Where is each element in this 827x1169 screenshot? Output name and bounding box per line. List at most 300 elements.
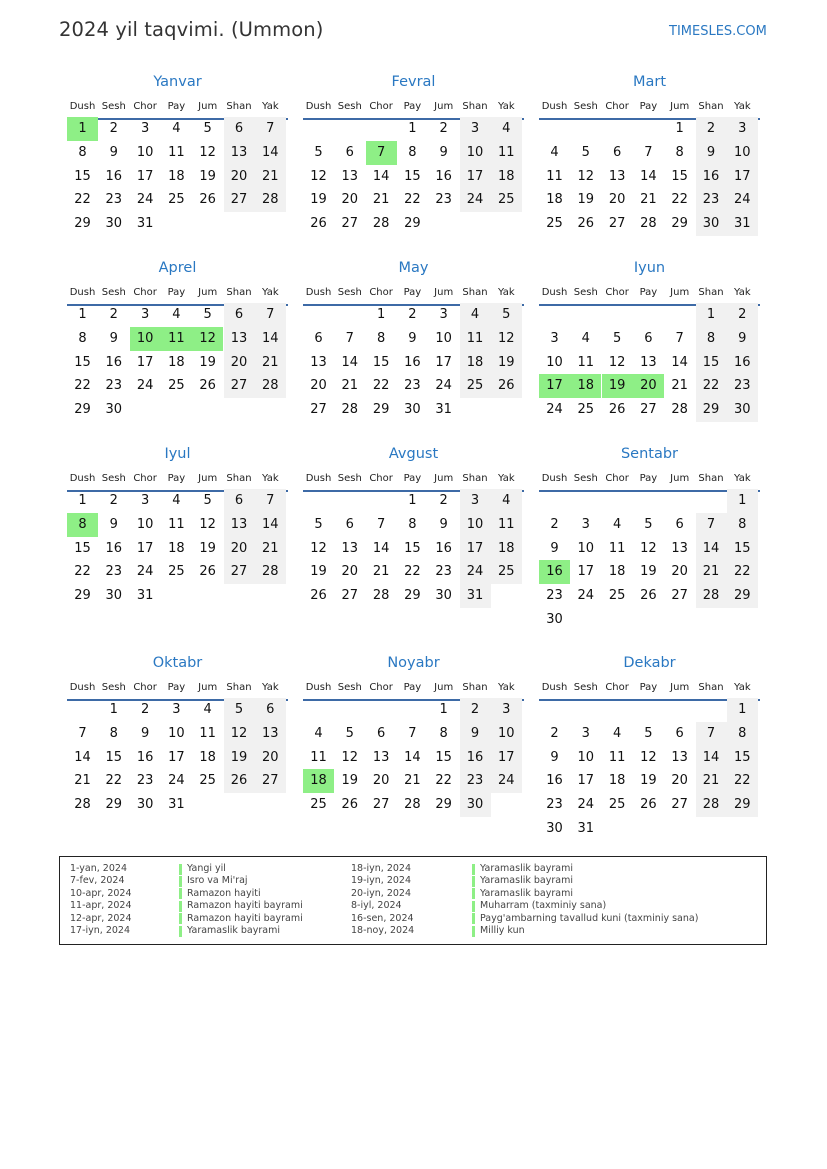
holiday-name: Yangi yil — [187, 863, 226, 874]
day-cell: 19 — [199, 354, 216, 370]
weekday-header: Chor — [369, 101, 393, 112]
day-cell: 20 — [671, 564, 688, 580]
weekday-header: Shan — [226, 682, 252, 693]
day-cell: 7 — [78, 725, 87, 741]
day-cell: 30 — [727, 398, 758, 422]
day-cell: 2 — [550, 516, 559, 532]
day-cell: 4 — [460, 303, 491, 327]
day-cell: 26 — [608, 402, 626, 418]
month-title: Iyun — [633, 260, 666, 276]
day-cell: 17 — [136, 354, 154, 370]
day-cell: 17 — [168, 749, 185, 765]
weekday-header: Yak — [261, 682, 279, 693]
day-cell: 23 — [105, 378, 123, 394]
weekday-header: Chor — [133, 101, 157, 112]
holiday-date: 1-yan, 2024 — [70, 863, 127, 874]
holiday-day-cell: 8 — [67, 513, 98, 537]
holiday-day-cell: 1 — [67, 117, 98, 141]
weekday-header: Dush — [69, 287, 96, 298]
day-cell: 28 — [640, 216, 657, 232]
month-title: May — [398, 260, 429, 276]
day-cell: 11 — [199, 725, 216, 741]
day-cell: 12 — [310, 540, 327, 556]
holiday-name: Yaramaslik bayrami — [187, 925, 280, 936]
day-cell: 25 — [460, 374, 491, 398]
weekday-header: Sesh — [101, 473, 126, 484]
weekday-header: Shan — [462, 473, 488, 484]
month-title: Yanvar — [153, 74, 202, 90]
day-cell: 19 — [640, 564, 657, 580]
day-cell: 28 — [255, 374, 286, 398]
day-cell: 21 — [372, 192, 390, 208]
weekday-header: Yak — [733, 287, 751, 298]
holiday-name: Ramazon hayiti bayrami — [187, 912, 303, 924]
day-cell: 9 — [140, 725, 150, 741]
day-cell: 10 — [435, 330, 452, 346]
day-cell: 10 — [577, 749, 595, 765]
day-cell: 2 — [109, 307, 118, 322]
day-cell: 23 — [727, 374, 758, 398]
day-cell: 29 — [671, 216, 688, 232]
day-cell: 20 — [608, 192, 626, 208]
day-cell: 30 — [460, 793, 491, 817]
day-cell: 1 — [109, 702, 118, 717]
holiday-marker — [472, 926, 475, 937]
day-cell: 19 — [310, 192, 327, 208]
weekday-header: Pay — [639, 287, 658, 298]
day-cell: 6 — [224, 489, 255, 513]
day-cell: 8 — [78, 330, 87, 346]
holiday-name: Muharram (taxminiy sana) — [480, 900, 607, 912]
day-cell: 8 — [78, 144, 87, 160]
weekday-header: Pay — [403, 101, 422, 112]
day-cell: 6 — [345, 144, 354, 160]
day-cell: 14 — [372, 168, 390, 184]
day-cell: 2 — [550, 725, 559, 741]
day-cell: 27 — [372, 797, 390, 813]
weekday-header: Pay — [403, 473, 422, 484]
day-cell: 22 — [74, 192, 91, 208]
day-cell: 13 — [671, 749, 688, 765]
day-cell: 16 — [105, 168, 123, 184]
day-cell: 3 — [727, 117, 758, 141]
day-cell: 4 — [203, 702, 212, 717]
day-cell: 6 — [224, 303, 255, 327]
day-cell: 20 — [671, 773, 688, 789]
day-cell: 5 — [345, 725, 354, 741]
day-cell: 7 — [675, 330, 684, 346]
holiday-marker — [179, 876, 182, 887]
day-cell: 9 — [109, 144, 118, 160]
day-cell: 31 — [460, 584, 491, 608]
day-cell: 21 — [255, 351, 286, 375]
day-cell: 1 — [439, 702, 448, 717]
day-cell: 4 — [491, 117, 522, 141]
day-cell: 24 — [136, 378, 154, 394]
day-cell: 1 — [376, 307, 386, 322]
day-cell: 28 — [255, 188, 286, 212]
day-cell: 6 — [376, 725, 386, 741]
weekday-header: Jum — [198, 101, 218, 112]
day-cell: 5 — [224, 698, 255, 722]
day-cell: 25 — [577, 402, 595, 418]
weekday-header: Shan — [226, 473, 252, 484]
day-cell: 20 — [310, 378, 327, 394]
day-cell: 13 — [224, 513, 255, 537]
day-cell: 17 — [460, 537, 491, 561]
day-cell: 27 — [310, 402, 327, 418]
day-cell: 19 — [224, 746, 255, 770]
day-cell: 19 — [310, 564, 327, 580]
holiday-list — [59, 856, 767, 945]
day-cell: 14 — [74, 749, 91, 765]
holiday-date: 16-sen, 2024 — [351, 912, 414, 924]
day-cell: 26 — [310, 216, 327, 232]
day-cell: 23 — [404, 378, 421, 394]
day-cell: 21 — [696, 769, 727, 793]
day-cell: 31 — [136, 216, 154, 232]
day-cell: 8 — [727, 722, 758, 746]
day-cell: 2 — [696, 117, 727, 141]
day-cell: 26 — [199, 192, 216, 208]
day-cell: 10 — [136, 144, 154, 160]
day-cell: 3 — [460, 489, 491, 513]
day-cell: 18 — [168, 354, 185, 370]
day-cell: 13 — [341, 168, 359, 184]
day-cell: 25 — [491, 560, 522, 584]
day-cell: 7 — [696, 513, 727, 537]
day-cell: 1 — [408, 121, 417, 136]
day-cell: 4 — [612, 516, 622, 532]
month-title: Noyabr — [387, 655, 440, 671]
day-cell: 24 — [727, 188, 758, 212]
day-cell: 17 — [491, 746, 522, 770]
day-cell: 18 — [491, 537, 522, 561]
day-cell: 23 — [105, 564, 123, 580]
day-cell: 2 — [408, 307, 417, 322]
month-title: Fevral — [391, 74, 436, 90]
day-cell: 8 — [727, 513, 758, 537]
day-cell: 9 — [109, 330, 118, 346]
day-cell: 30 — [546, 821, 563, 836]
holiday-name: Yaramaslik bayrami — [480, 863, 573, 874]
day-cell: 10 — [136, 516, 154, 532]
day-cell: 22 — [105, 773, 123, 789]
day-cell: 8 — [675, 144, 684, 160]
weekday-header: Sesh — [101, 287, 126, 298]
weekday-header: Chor — [605, 473, 629, 484]
day-cell: 27 — [255, 769, 286, 793]
day-cell: 17 — [136, 168, 154, 184]
day-cell: 9 — [439, 516, 448, 532]
day-cell: 2 — [109, 121, 118, 136]
day-cell: 10 — [577, 540, 595, 556]
holiday-day-cell: 12 — [192, 327, 223, 351]
day-cell: 3 — [140, 121, 150, 136]
day-cell: 6 — [675, 725, 684, 741]
weekday-header: Dush — [541, 682, 568, 693]
day-cell: 19 — [640, 773, 657, 789]
day-cell: 2 — [109, 493, 118, 508]
weekday-header: Pay — [403, 287, 422, 298]
day-cell: 24 — [577, 588, 595, 604]
weekday-header: Sesh — [337, 682, 362, 693]
day-cell: 5 — [644, 516, 653, 532]
day-cell: 15 — [404, 168, 421, 184]
day-cell: 4 — [550, 144, 559, 160]
day-cell: 14 — [671, 354, 688, 370]
day-cell: 20 — [341, 564, 359, 580]
day-cell: 21 — [341, 378, 359, 394]
holiday-marker — [472, 876, 475, 887]
weekday-header: Jum — [198, 473, 218, 484]
day-cell: 22 — [727, 769, 758, 793]
day-cell: 8 — [109, 725, 118, 741]
month-title: Oktabr — [152, 655, 203, 671]
day-cell: 30 — [404, 402, 421, 418]
day-cell: 30 — [105, 216, 123, 232]
day-cell: 8 — [376, 330, 386, 346]
day-cell: 13 — [224, 327, 255, 351]
day-cell: 11 — [168, 516, 185, 532]
day-cell: 18 — [546, 192, 563, 208]
day-cell: 12 — [224, 722, 255, 746]
holiday-name: Isro va Mi'raj — [187, 875, 248, 887]
day-cell: 21 — [671, 378, 688, 394]
weekday-header: Pay — [167, 682, 186, 693]
day-cell: 27 — [341, 216, 359, 232]
holiday-name: Ramazon hayiti bayrami — [187, 900, 303, 912]
day-cell: 21 — [255, 537, 286, 561]
weekday-header: Sesh — [573, 101, 598, 112]
day-cell: 10 — [460, 513, 491, 537]
day-cell: 18 — [199, 749, 216, 765]
weekday-header: Jum — [670, 682, 690, 693]
day-cell: 5 — [203, 493, 212, 508]
day-cell: 3 — [172, 702, 181, 717]
day-cell: 23 — [136, 773, 154, 789]
day-cell: 25 — [608, 588, 626, 604]
weekday-header: Jum — [434, 287, 454, 298]
day-cell: 30 — [105, 402, 123, 418]
holiday-marker — [179, 926, 182, 937]
day-cell: 7 — [255, 117, 286, 141]
day-cell: 27 — [671, 588, 688, 604]
day-cell: 17 — [577, 773, 595, 789]
day-cell: 16 — [546, 773, 563, 789]
weekday-header: Sesh — [101, 682, 126, 693]
holiday-marker — [179, 901, 182, 912]
weekday-header: Pay — [639, 473, 658, 484]
day-cell: 29 — [105, 797, 123, 813]
day-cell: 16 — [727, 351, 758, 375]
day-cell: 3 — [581, 725, 590, 741]
weekday-header: Yak — [497, 682, 515, 693]
day-cell: 1 — [78, 307, 87, 322]
month-title: Sentabr — [620, 446, 679, 462]
day-cell: 1 — [696, 303, 727, 327]
weekday-header: Jum — [434, 682, 454, 693]
day-cell: 18 — [460, 351, 491, 375]
day-cell: 22 — [372, 378, 390, 394]
day-cell: 17 — [577, 564, 595, 580]
day-cell: 4 — [314, 725, 323, 741]
holiday-name: Milliy kun — [480, 925, 525, 936]
day-cell: 13 — [671, 540, 688, 556]
day-cell: 19 — [577, 192, 595, 208]
day-cell: 7 — [255, 489, 286, 513]
day-cell: 5 — [203, 121, 212, 136]
weekday-header: Jum — [670, 473, 690, 484]
holiday-date: 12-apr, 2024 — [70, 912, 132, 924]
day-cell: 7 — [408, 725, 417, 741]
holiday-date: 18-iyn, 2024 — [351, 863, 412, 874]
weekday-header: Dush — [541, 473, 568, 484]
day-cell: 14 — [696, 537, 727, 561]
weekday-header: Yak — [497, 473, 515, 484]
holiday-name: Payg'ambarning tavallud kuni (taxminiy sana) — [480, 912, 699, 924]
weekday-header: Chor — [605, 101, 629, 112]
day-cell: 19 — [491, 351, 522, 375]
day-cell: 28 — [696, 584, 727, 608]
day-cell: 11 — [460, 327, 491, 351]
weekday-header: Chor — [133, 473, 157, 484]
day-cell: 13 — [224, 141, 255, 165]
day-cell: 29 — [727, 793, 758, 817]
day-cell: 29 — [74, 402, 91, 418]
day-cell: 15 — [435, 749, 452, 765]
day-cell: 3 — [140, 493, 150, 508]
weekday-header: Dush — [305, 101, 332, 112]
weekday-header: Shan — [462, 101, 488, 112]
holiday-marker — [472, 901, 475, 912]
day-cell: 11 — [491, 141, 522, 165]
weekday-header: Sesh — [337, 287, 362, 298]
day-cell: 23 — [435, 192, 452, 208]
day-cell: 16 — [404, 354, 421, 370]
holiday-date: 18-noy, 2024 — [351, 925, 415, 936]
day-cell: 14 — [404, 749, 421, 765]
weekday-header: Shan — [698, 101, 724, 112]
day-cell: 27 — [640, 402, 657, 418]
day-cell: 13 — [255, 722, 286, 746]
day-cell: 3 — [460, 117, 491, 141]
day-cell: 22 — [671, 192, 688, 208]
day-cell: 16 — [435, 168, 452, 184]
day-cell: 5 — [314, 144, 323, 160]
day-cell: 31 — [727, 212, 758, 236]
day-cell: 12 — [640, 540, 657, 556]
day-cell: 15 — [727, 537, 758, 561]
holiday-day-cell: 19 — [602, 374, 633, 398]
day-cell: 17 — [136, 540, 154, 556]
day-cell: 11 — [310, 749, 327, 765]
day-cell: 4 — [172, 307, 181, 322]
day-cell: 27 — [224, 374, 255, 398]
day-cell: 25 — [546, 216, 563, 232]
weekday-header: Sesh — [337, 473, 362, 484]
day-cell: 25 — [491, 188, 522, 212]
day-cell: 16 — [435, 540, 452, 556]
day-cell: 15 — [74, 354, 91, 370]
day-cell: 7 — [376, 516, 386, 532]
weekday-header: Yak — [497, 101, 515, 112]
day-cell: 26 — [310, 588, 327, 604]
day-cell: 12 — [577, 168, 595, 184]
holiday-date: 7-fev, 2024 — [70, 875, 125, 887]
weekday-header: Pay — [167, 287, 186, 298]
day-cell: 5 — [644, 725, 653, 741]
day-cell: 29 — [404, 588, 421, 604]
day-cell: 24 — [491, 769, 522, 793]
holiday-marker — [472, 864, 475, 875]
day-cell: 27 — [608, 216, 626, 232]
day-cell: 23 — [546, 588, 563, 604]
weekday-header: Shan — [462, 682, 488, 693]
day-cell: 24 — [435, 378, 452, 394]
weekday-header: Sesh — [337, 101, 362, 112]
weekday-header: Chor — [369, 287, 393, 298]
brand-link[interactable]: TIMESLES.COM — [669, 24, 767, 39]
month-title: Aprel — [158, 260, 197, 276]
day-cell: 29 — [727, 584, 758, 608]
holiday-marker — [472, 913, 475, 924]
day-cell: 25 — [168, 192, 185, 208]
day-cell: 19 — [199, 540, 216, 556]
day-cell: 9 — [460, 722, 491, 746]
day-cell: 5 — [314, 516, 323, 532]
day-cell: 3 — [550, 330, 559, 346]
weekday-header: Dush — [69, 682, 96, 693]
day-cell: 26 — [640, 588, 657, 604]
day-cell: 16 — [460, 746, 491, 770]
day-cell: 15 — [74, 168, 91, 184]
day-cell: 23 — [696, 188, 727, 212]
weekday-header: Yak — [261, 287, 279, 298]
day-cell: 27 — [224, 560, 255, 584]
day-cell: 25 — [310, 797, 327, 813]
weekday-header: Pay — [403, 682, 422, 693]
weekday-header: Shan — [698, 287, 724, 298]
day-cell: 24 — [577, 797, 595, 813]
day-cell: 9 — [408, 330, 417, 346]
weekday-header: Dush — [305, 473, 332, 484]
holiday-day-cell: 7 — [366, 141, 397, 165]
day-cell: 5 — [612, 330, 622, 346]
day-cell: 11 — [168, 144, 185, 160]
day-cell: 4 — [491, 489, 522, 513]
day-cell: 11 — [491, 513, 522, 537]
day-cell: 29 — [404, 216, 421, 232]
day-cell: 31 — [136, 588, 154, 604]
day-cell: 4 — [172, 493, 181, 508]
day-cell: 12 — [608, 354, 626, 370]
day-cell: 23 — [435, 564, 452, 580]
weekday-header: Pay — [167, 101, 186, 112]
day-cell: 18 — [491, 165, 522, 189]
day-cell: 24 — [168, 773, 185, 789]
holiday-day-cell: 20 — [633, 374, 664, 398]
day-cell: 1 — [727, 489, 758, 513]
day-cell: 19 — [341, 773, 359, 789]
weekday-header: Shan — [698, 682, 724, 693]
day-cell: 30 — [435, 588, 452, 604]
day-cell: 16 — [105, 354, 123, 370]
day-cell: 22 — [696, 374, 727, 398]
day-cell: 22 — [435, 773, 452, 789]
weekday-header: Sesh — [101, 101, 126, 112]
day-cell: 29 — [372, 402, 390, 418]
